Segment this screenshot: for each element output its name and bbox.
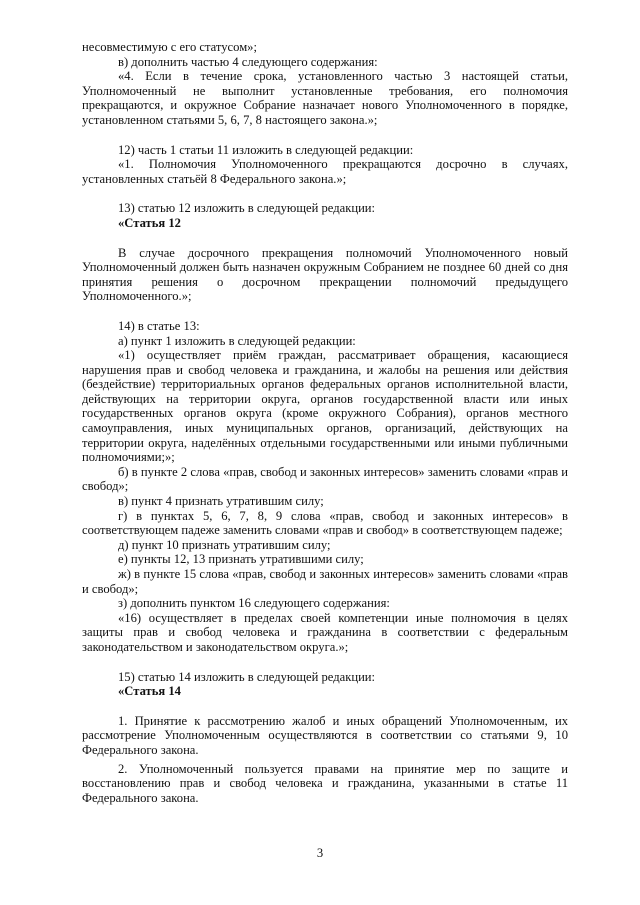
paragraph: д) пункт 10 признать утратившим силу; xyxy=(118,537,331,552)
paragraph: 14) в статье 13: xyxy=(118,318,200,333)
paragraph: в) дополнить частью 4 следующего содержания: xyxy=(118,54,378,69)
paragraph: а) пункт 1 изложить в следующей редакции: xyxy=(118,333,356,348)
paragraph: 15) статью 14 изложить в следующей редакции: xyxy=(118,669,376,684)
paragraph: «1. Полномочия Уполномоченного прекращаются досрочно в случаях, установленных статьёй 8 Федерального закона.»; xyxy=(82,157,568,186)
paragraph: ж) в пункте 15 слова «прав, свобод и законных интересов» заменить словами «прав и свобод»; xyxy=(82,567,568,596)
paragraph: 1. Принятие к рассмотрению жалоб и иных обращений Уполномоченным, их рассмотрение Уполномоченным осуществляются в соответствии со статьями 9, 10 Федерального закона. xyxy=(82,713,568,757)
paragraph: г) в пунктах 5, 6, 7, 8, 9 слова «прав, свобод и законных интересов» в соответствующем падеже заменить словами «прав и свобод» в соответствующем падеже; xyxy=(82,508,568,538)
paragraph: В случае досрочного прекращения полномочий Уполномоченного новый Уполномоченный должен быть назначен окружным Собранием не позднее 60 дней со дня принятия решения о досрочном прекращении полномочий предыдущего Уполномоченного.»; xyxy=(82,245,568,304)
paragraph: в) пункт 4 признать утратившим силу; xyxy=(118,494,324,509)
article-heading: «Статья 14 xyxy=(118,684,181,699)
paragraph: «1) осуществляет приём граждан, рассматривает обращения, касающиеся нарушения прав и свобод человека и гражданина, и жалобы на решения или действия (бездействие) территориальных органов федеральных органов исполнительной власти, действующих на территории округа, органов государственной власти или иных государственных органов округа (кроме окружного Собрания), органов местного самоуправления, иных муниципальных органов, организаций, действующих на территории округа, наделённых отдельными государственными или иными публичными полномочиями;»; xyxy=(82,348,568,465)
paragraph: 2. Уполномоченный пользуется правами на принятие мер по защите и восстановлению прав и свобод человека и гражданина, указанными в статье 11 Федерального закона. xyxy=(82,761,568,805)
paragraph: 13) статью 12 изложить в следующей редакции: xyxy=(118,201,376,216)
paragraph: «4. Если в течение срока, установленного частью 3 настоящей статьи, Уполномоченный не выполнит установленные требования, его полномочия прекращаются, и окружное Собрание назначает нового Уполномоченного в порядке, установленном статьями 5, 6, 7, 8 настоящего закона.»; xyxy=(82,69,568,127)
paragraph: б) в пункте 2 слова «прав, свобод и законных интересов» заменить словами «прав и свобод»; xyxy=(82,464,568,494)
paragraph: 12) часть 1 статьи 11 изложить в следующей редакции: xyxy=(118,142,414,157)
paragraph: «16) осуществляет в пределах своей компетенции иные полномочия в целях защиты прав и свобод человека и гражданина в соответствии с федеральным законодательством и законодательством округа.»; xyxy=(82,610,568,654)
article-heading: «Статья 12 xyxy=(118,215,181,230)
paragraph: несовместимую с его статусом»; xyxy=(82,40,257,54)
paragraph: з) дополнить пунктом 16 следующего содержания: xyxy=(118,596,390,611)
document-body xyxy=(82,40,568,805)
paragraph: е) пункты 12, 13 признать утратившими силу; xyxy=(118,552,364,567)
page-number: 3 xyxy=(316,846,324,860)
